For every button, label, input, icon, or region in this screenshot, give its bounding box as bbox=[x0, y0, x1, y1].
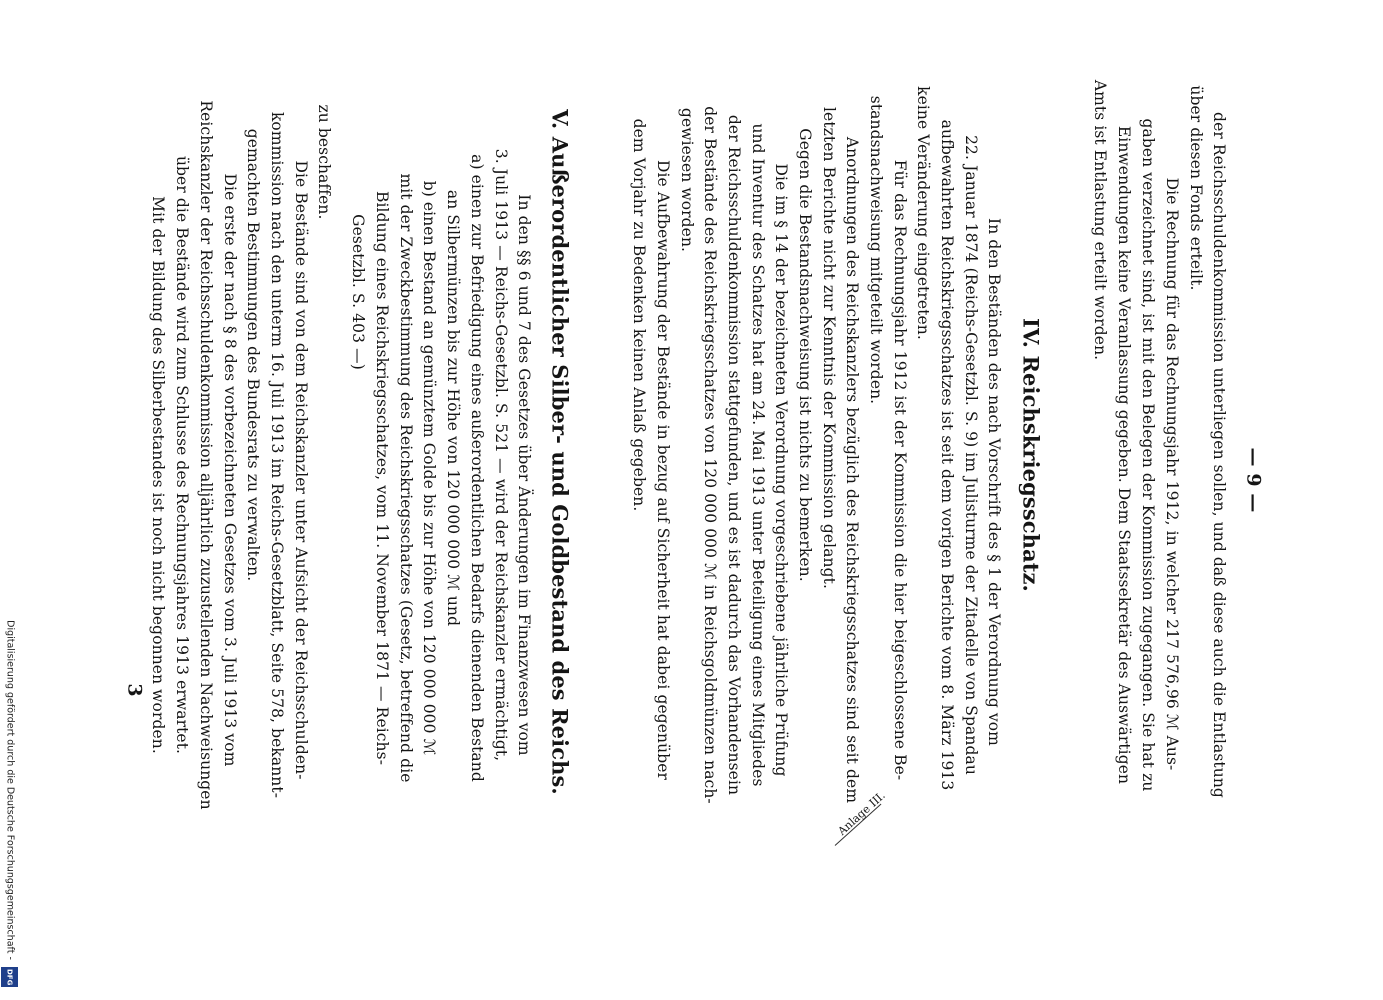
text-line: Die im § 14 der bezeichneten Verordnung vorgeschriebene jährliche Prüfung bbox=[771, 163, 790, 777]
text-line: 22. Januar 1874 (Reichs-Gesetzbl. S. 9) im Julisturme der Zitadelle von Spandau bbox=[961, 135, 980, 775]
text-line: Amts ist Entlastung erteilt worden. bbox=[1090, 79, 1109, 361]
text-line: b) einen Bestand an gemünztem Golde bis zur Höhe von 120 000 000 ℳ bbox=[419, 180, 438, 756]
section-heading-iv: IV. Reichskriegsschatz. bbox=[1018, 318, 1044, 592]
text-line: In den §§ 6 und 7 des Gesetzes über Änderungen im Finanzwesen vom bbox=[514, 194, 533, 756]
text-line: Die Bestände sind von dem Reichskanzler unter Aufsicht der Reichsschulden- bbox=[291, 160, 310, 780]
text-line: a) einen zur Befriedigung eines außerordentlichen Bedarfs dienenden Bestand bbox=[467, 154, 486, 782]
dfg-logo: DFG bbox=[1, 967, 18, 987]
text-line: Für das Rechnungsjahr 1912 ist der Kommission die hier beigeschlossene Be- bbox=[890, 159, 909, 781]
text-line: über diesen Fonds erteilt. bbox=[1186, 85, 1205, 291]
text-line: Bildung eines Reichskriegsschatzes, vom 11. November 1871 — Reichs- bbox=[372, 190, 391, 766]
text-line: Gesetzbl. S. 403 —) bbox=[348, 214, 367, 370]
text-line: gemachten Bestimmungen des Bundesrats zu verwalten. bbox=[243, 128, 262, 582]
text-line: Die erste der nach § 8 des vorbezeichneten Gesetzes vom 3. Juli 1913 vom bbox=[220, 173, 239, 767]
text-line: letzten Berichte nicht zur Kenntnis der Kommission gelangt. bbox=[819, 107, 838, 589]
text-line: Anordnungen des Reichskanzlers bezüglich des Reichskriegsschatzes sind seit dem bbox=[842, 136, 861, 804]
text-line: an Silbermünzen bis zur Höhe von 120 000 000 ℳ und bbox=[443, 189, 462, 627]
text-line: Die Aufbewahrung der Bestände in bezug auf Sicherheit hat dabei gegenüber bbox=[653, 159, 672, 781]
margin-note: Anlage III. bbox=[835, 788, 888, 838]
text-line: kommission nach den unterm 16. Juli 1913 im Reichs-Gesetzblatt, Seite 578, bekannt- bbox=[267, 111, 286, 799]
text-line: Mit der Bildung des Silberbestandes ist noch nicht begonnen worden. bbox=[148, 196, 167, 754]
text-line: mit der Zweckbestimmung des Reichskriegsschatzes (Gesetz, betreffend die bbox=[396, 173, 415, 783]
text-line: Die Rechnung für das Rechnungsjahr 1912, in welcher 217 576,96 ℳ Aus- bbox=[1162, 177, 1181, 771]
signature-mark: 3 bbox=[123, 683, 146, 697]
section-heading-v: V. Außerordentlicher Silber- und Goldbestand des Reichs. bbox=[547, 109, 573, 795]
text-line: standsnachweisung mitgeteilt worden. bbox=[866, 95, 885, 405]
text-line: und Inventur des Schatzes hat am 24. Mai 1913 unter Beteiligung eines Mitgliedes bbox=[748, 123, 767, 787]
text-line: Einwendungen keine Veranlassung gegeben. Dem Staatssekretär des Auswärtigen bbox=[1114, 125, 1133, 785]
page-number: — 9 — bbox=[1242, 447, 1265, 513]
text-line: zu beschaffen. bbox=[314, 104, 333, 220]
text-line: gaben verzeichnet sind, ist mit den Belegen der Kommission zugegangen. Sie hat zu bbox=[1138, 118, 1157, 792]
text-line: In den Beständen des nach Vorschrift des § 1 der Verordnung vom bbox=[984, 218, 1003, 746]
digitization-credit: Digitalisierung gefördert durch die Deutsche Forschungsgemeinschaft - bbox=[4, 620, 16, 960]
text-line: Gegen die Bestandsnachweisung ist nichts zu bemerken. bbox=[795, 128, 814, 582]
text-line: gewiesen worden. bbox=[677, 107, 696, 253]
text-line: aufbewahrten Reichskriegsschatzes ist seit dem vorigen Berichte vom 8. März 1913 bbox=[937, 119, 956, 791]
text-line: 3. Juli 1913 — Reichs-Gesetzbl. S. 521 — wird der Reichskanzler ermächtigt, bbox=[491, 148, 510, 762]
text-line: der Reichsschuldenkommission stattgefunden, und es ist dadurch das Vorhandensein bbox=[724, 114, 743, 796]
text-line: über die Bestände wird zum Schlusse des Rechnungsjahres 1913 erwartet. bbox=[172, 155, 191, 755]
text-line: der Reichsschuldenkommission unterliegen sollen, und daß diese auch die Entlastung bbox=[1209, 112, 1228, 798]
text-line: dem Vorjahr zu Bedenken keinen Anlaß gegeben. bbox=[629, 118, 648, 512]
text-line: der Bestände des Reichskriegsschatzes von 120 000 000 ℳ in Reichsgoldmünzen nach- bbox=[700, 106, 719, 804]
text-line: Reichskanzler der Reichsschuldenkommission alljährlich zuzustellenden Nachweisungen bbox=[196, 100, 215, 810]
text-line: keine Veränderung eingetreten. bbox=[913, 86, 932, 340]
